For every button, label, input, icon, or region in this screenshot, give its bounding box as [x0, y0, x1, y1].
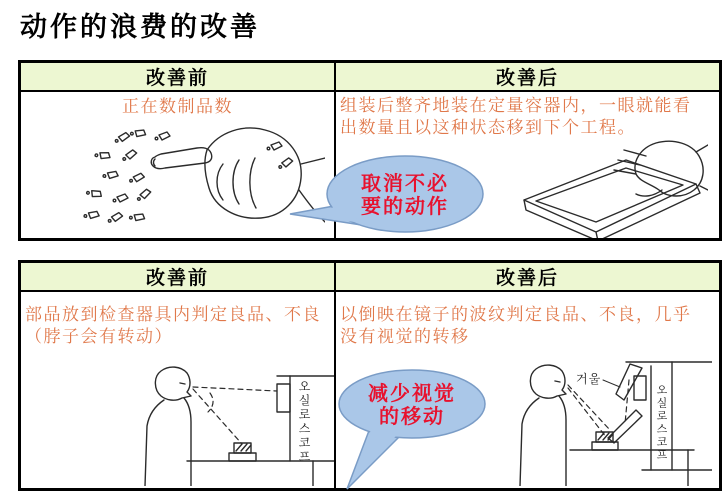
- table1-after-caption: [336, 92, 719, 139]
- mirror-label: 거울: [576, 372, 602, 386]
- table2-cell-before: [21, 292, 336, 488]
- mirror-label-pointer: [603, 380, 620, 387]
- bubble2-line2: 的移动: [379, 406, 445, 428]
- table1-header-row: [21, 63, 719, 92]
- table2-header-after: 改善后: [336, 263, 719, 290]
- table1-header-after: 改善后: [336, 63, 719, 90]
- work-table: [570, 450, 694, 486]
- worker-figure: [145, 367, 191, 486]
- scattered-parts: [84, 127, 294, 223]
- sight-lines: [193, 387, 277, 444]
- table1-before-caption: 正在数制品数: [122, 97, 233, 116]
- caption-line: 以倒映在镜子的波纹判定良品、不良，几乎: [340, 305, 692, 324]
- table1-header-before: 改善前: [21, 63, 336, 90]
- table2-after-caption: [336, 292, 719, 348]
- caption-line: 组装后整齐地装在定量容器内，一眼就能看: [340, 96, 692, 115]
- speech-bubble-reduce-vision: [334, 364, 499, 494]
- inspected-part: [592, 432, 618, 450]
- caption-line: （脖子会有转动）: [25, 327, 173, 346]
- tray-hand-illustration: [516, 138, 708, 238]
- work-table: [187, 461, 335, 486]
- inspected-part: [229, 443, 256, 461]
- caption-line: 出数量且以这种状态移到下个工程。: [340, 118, 636, 137]
- oscilloscope-label-left: 오실로스코프: [297, 380, 311, 464]
- bubble2-line1: 减少视觉: [368, 383, 456, 405]
- speech-bubble-cancel-motion: [280, 150, 490, 242]
- table2-header-before: 改善前: [21, 263, 336, 290]
- oscilloscope-cabinet: [626, 362, 712, 470]
- oscilloscope-label-right: 오실로스코프: [655, 384, 667, 462]
- table2-before-caption: [21, 292, 334, 348]
- page-title: 动作的浪费的改善: [20, 12, 260, 42]
- tray: [524, 160, 700, 238]
- table2-header-row: [21, 263, 719, 292]
- bubble1-line2: 要的动作: [361, 196, 449, 218]
- sight-lines: [568, 380, 629, 437]
- caption-line: 没有视觉的转移: [340, 327, 470, 346]
- worker-figure: [520, 365, 566, 486]
- caption-line: 部品放到检查器具内判定良品、不良: [25, 305, 321, 324]
- bubble1-line1: 取消不必: [361, 173, 449, 195]
